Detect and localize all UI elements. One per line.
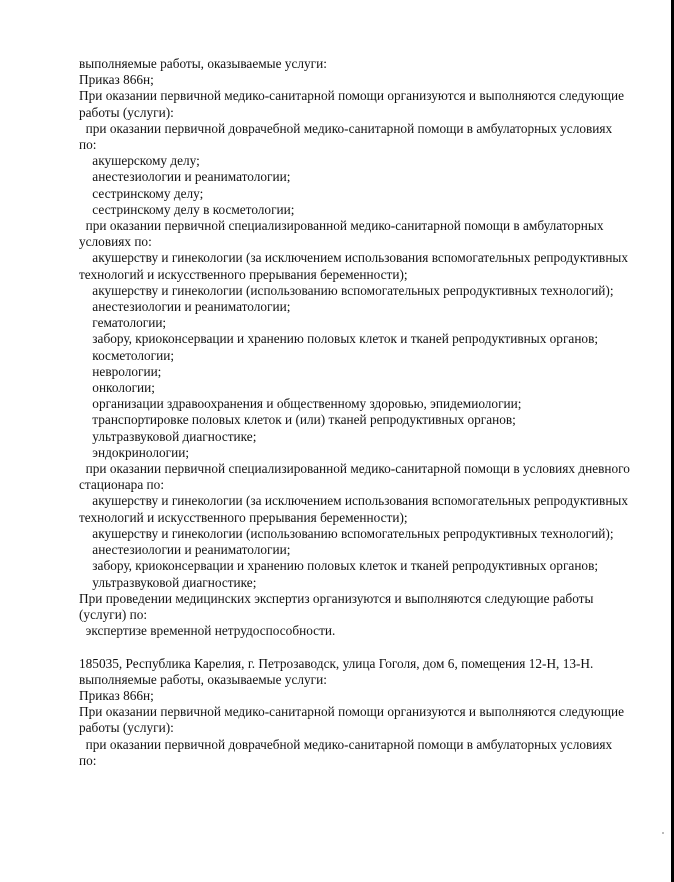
text-line: технологий и искусственного прерывания беременности); (79, 266, 408, 282)
text-line: 185035, Республика Карелия, г. Петрозаводск, улица Гоголя, дом 6, помещения 12-Н, 13-Н. (79, 655, 594, 671)
text-line: выполняемые работы, оказываемые услуги: (79, 671, 327, 687)
text-line: При оказании первичной медико-санитарной помощи организуются и выполняются следующие (79, 704, 624, 720)
text-line: по: (79, 137, 97, 153)
document-body (79, 56, 649, 769)
text-line: косметологии; (79, 347, 175, 363)
text-line: при оказании первичной доврачебной медико-санитарной помощи в амбулаторных условиях (79, 736, 613, 752)
text-line: технологий и искусственного прерывания беременности); (79, 509, 408, 525)
text-line: забору, криоконсервации и хранению половых клеток и тканей репродуктивных органов; (79, 331, 599, 347)
scan-speck (662, 832, 664, 834)
text-line: акушерству и гинекологии (за исключением использования вспомогательных репродуктивных (79, 250, 629, 266)
text-line: при оказании первичной специализированной медико-санитарной помощи в амбулаторных (79, 218, 604, 234)
text-line: стационара по: (79, 477, 165, 493)
text-line: работы (услуги): (79, 720, 174, 736)
blank-line (79, 639, 649, 655)
text-line: неврологии; (79, 363, 162, 379)
text-line: по: (79, 752, 97, 768)
text-line: Приказ 866н; (79, 72, 154, 88)
text-line: акушерству и гинекологии (использованию вспомогательных репродуктивных технологий); (79, 525, 614, 541)
text-line: При оказании первичной медико-санитарной помощи организуются и выполняются следующие (79, 88, 624, 104)
text-line: ультразвуковой диагностике; (79, 574, 257, 590)
text-line: При проведении медицинских экспертиз организуются и выполняются следующие работы (79, 590, 594, 606)
text-line: анестезиологии и реаниматологии; (79, 169, 291, 185)
text-line: Приказ 866н; (79, 687, 154, 703)
text-line: гематологии; (79, 315, 167, 331)
text-line: при оказании первичной специализированной медико-санитарной помощи в условиях дневного (79, 461, 630, 477)
text-line: транспортировке половых клеток и (или) тканей репродуктивных органов; (79, 412, 516, 428)
text-line: эндокринологии; (79, 444, 190, 460)
text-line: анестезиологии и реаниматологии; (79, 299, 291, 315)
text-line: акушерству и гинекологии (использованию вспомогательных репродуктивных технологий); (79, 282, 614, 298)
text-line: акушерскому делу; (79, 153, 200, 169)
text-line: ультразвуковой диагностике; (79, 428, 257, 444)
text-line: выполняемые работы, оказываемые услуги: (79, 56, 327, 71)
text-line: экспертизе временной нетрудоспособности. (79, 623, 336, 639)
text-line: сестринскому делу в косметологии; (79, 201, 295, 217)
text-line: (услуги) по: (79, 606, 148, 622)
text-line: организации здравоохранения и общественному здоровью, эпидемиологии; (79, 396, 522, 412)
text-line: акушерству и гинекологии (за исключением использования вспомогательных репродуктивных (79, 493, 629, 509)
text-line: при оказании первичной доврачебной медико-санитарной помощи в амбулаторных условиях (79, 120, 613, 136)
text-line: сестринскому делу; (79, 185, 204, 201)
text-line: условиях по: (79, 234, 152, 250)
text-line: анестезиологии и реаниматологии; (79, 542, 291, 558)
text-line: онкологии; (79, 380, 155, 396)
text-line: забору, криоконсервации и хранению половых клеток и тканей репродуктивных органов; (79, 558, 599, 574)
text-line: работы (услуги): (79, 104, 174, 120)
